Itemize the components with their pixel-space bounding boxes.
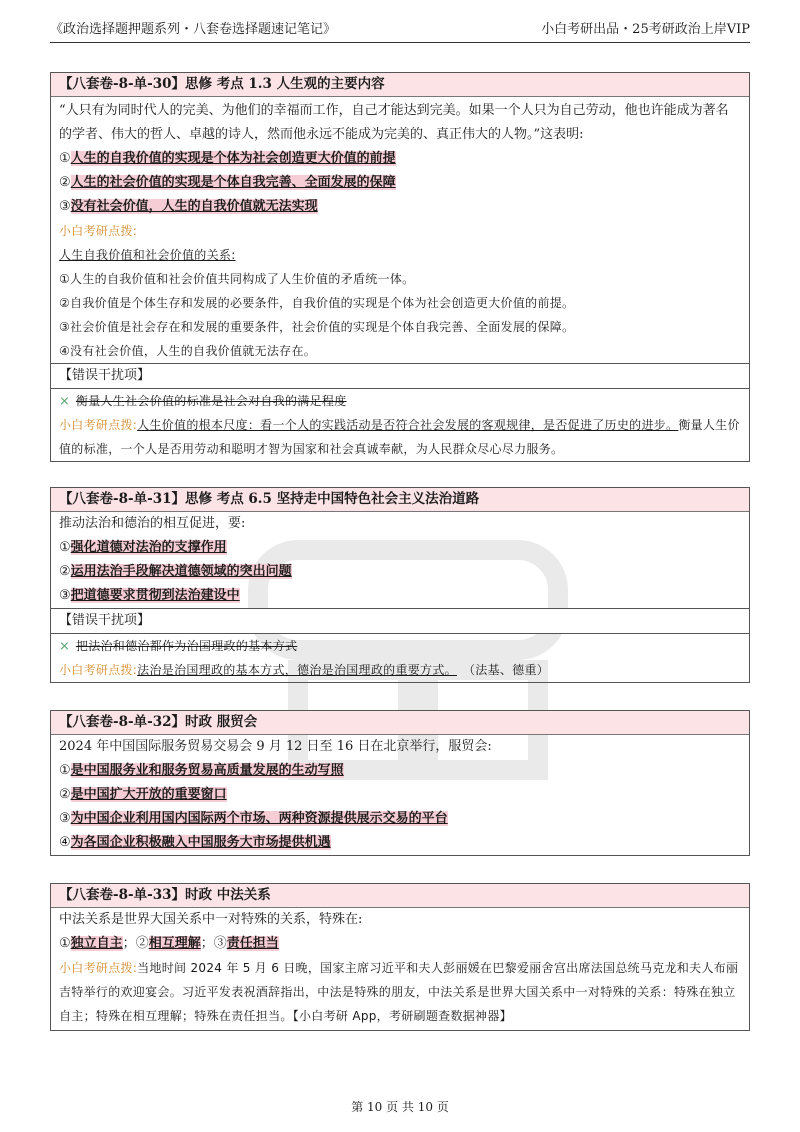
- answer-inline-options: ①独立自主；②相互理解；③责任担当: [59, 936, 279, 951]
- tips-rest: （法基、德重）: [468, 663, 550, 677]
- question-card-33: [50, 883, 750, 1031]
- tips-underlined: 人生价值的根本尺度：看一个人的实践活动是否符合社会发展的客观规律，是否促进了历史的进步。: [137, 418, 679, 432]
- answer-option: ②运用法治手段解决道德领域的突出问题: [59, 564, 292, 579]
- tips-label: 小白考研点拨:: [59, 663, 138, 677]
- note-line: ①人生的自我价值和社会价值共同构成了人生价值的矛盾统一体。: [59, 272, 415, 286]
- error-item: [51, 388, 749, 413]
- question-stem: 推动法治和德治的相互促进，要:: [59, 516, 246, 531]
- answer-option: ④为各国企业积极融入中国服务大市场提供机遇: [59, 835, 331, 850]
- tips-text: 当地时间 2024 年 5 月 6 日晚，国家主席习近平和夫人彭丽媛在巴黎爱丽舍宫出席法国总统马克龙和夫人布丽吉特举行的欢迎宴会。习近平发表祝酒辞指出，中法是特殊的朋友，中法关系是世界大国关系中一对特殊的关系：特殊在独立自主；特殊在相互理解；特殊在责任担当。【小白考研 App，考研刷题查数据神器】: [59, 961, 739, 1023]
- header-left-title: 《政治选择题押题系列・八套卷选择题速记笔记》: [50, 21, 337, 37]
- error-section-heading: 【错误干扰项】: [51, 608, 749, 633]
- answer-option: ③为中国企业利用国内国际两个市场、两种资源提供展示交易的平台: [59, 811, 448, 826]
- cross-icon: ×: [59, 394, 70, 409]
- card-title: 【八套卷-8-单-31】思修 考点 6.5 坚持走中国特色社会主义法治道路: [51, 488, 749, 512]
- answer-text: 没有社会价值，人生的自我价值就无法实现: [70, 199, 318, 214]
- answer-option: ②人生的社会价值的实现是个体自我完善、全面发展的保障: [59, 175, 396, 190]
- answer-text: 人生的社会价值的实现是个体自我完善、全面发展的保障: [70, 175, 396, 190]
- answer-text: 强化道德对法治的支撑作用: [70, 540, 227, 555]
- error-tips: [51, 413, 749, 461]
- answer-text: 是中国扩大开放的重要窗口: [70, 787, 227, 802]
- answer-text: 相互理解: [148, 936, 201, 951]
- answer-option: ②是中国扩大开放的重要窗口: [59, 787, 227, 802]
- answer-text: 是中国服务业和服务贸易高质量发展的生动写照: [70, 763, 344, 778]
- answer-option: ③没有社会价值，人生的自我价值就无法实现: [59, 199, 318, 214]
- question-stem: “人只有为同时代人的完美、为他们的幸福而工作，自己才能达到完美。如果一个人只为自己劳动，他也许能成为著名的学者、伟大的哲人、卓越的诗人，然而他永远不能成为完美的、真正伟大的人物。”这表明:: [59, 103, 729, 142]
- error-tips: [51, 658, 749, 682]
- question-card-32: [50, 710, 750, 856]
- note-line: ④没有社会价值，人生的自我价值就无法存在。: [59, 344, 317, 358]
- answer-option: ①强化道德对法治的支撑作用: [59, 540, 227, 555]
- card-title: 【八套卷-8-单-32】时政 服贸会: [51, 711, 749, 735]
- answer-text: 为各国企业积极融入中国服务大市场提供机遇: [70, 835, 331, 850]
- answer-text: 独立自主: [70, 936, 123, 951]
- tips-rest: 衡量人生价值的标准，一个人是否用劳动和聪明才智为国家和社会真诚奉献，为人民群众尽心尽力服务。: [59, 418, 740, 456]
- error-item-text: 衡量人生社会价值的标准是社会对自我的满足程度: [75, 394, 347, 408]
- answer-text: 运用法治手段解决道德领域的突出问题: [70, 564, 292, 579]
- answer-text: 把道德要求贯彻到法治建设中: [70, 588, 240, 603]
- page-number: 第 10 页 共 10 页: [351, 1100, 449, 1114]
- answer-text: 为中国企业利用国内国际两个市场、两种资源提供展示交易的平台: [70, 811, 448, 826]
- note-line: ②自我价值是个体生存和发展的必要条件，自我价值的实现是个体为社会创造更大价值的前提。: [59, 296, 575, 310]
- tips-underlined: 法治是治国理政的基本方式，德治是治国理政的重要方式。: [137, 663, 457, 677]
- note-line: ③社会价值是社会存在和发展的重要条件，社会价值的实现是个体自我完善、全面发展的保障。: [59, 320, 575, 334]
- card-title: 【八套卷-8-单-30】思修 考点 1.3 人生观的主要内容: [51, 73, 749, 97]
- tips-label: 小白考研点拨:: [59, 961, 138, 975]
- answer-text: 人生的自我价值的实现是个体为社会创造更大价值的前提: [70, 151, 396, 166]
- tips-paragraph: [51, 956, 749, 1030]
- answer-option: ①人生的自我价值的实现是个体为社会创造更大价值的前提: [59, 151, 396, 166]
- page-header: [50, 14, 750, 43]
- tips-label: 小白考研点拨:: [59, 224, 138, 238]
- header-right-brand: 小白考研出品・25考研政治上岸VIP: [541, 21, 750, 37]
- question-card-31: [50, 487, 750, 683]
- answer-option: ①是中国服务业和服务贸易高质量发展的生动写照: [59, 763, 344, 778]
- answer-text: 责任担当: [226, 936, 279, 951]
- note-heading: 人生自我价值和社会价值的关系:: [59, 248, 236, 262]
- question-card-30: [50, 72, 750, 462]
- error-item: [51, 633, 749, 658]
- tips-label: 小白考研点拨:: [59, 418, 138, 432]
- question-stem: 2024 年中国国际服务贸易交易会 9 月 12 日至 16 日在北京举行，服贸会:: [59, 739, 492, 754]
- cross-icon: ×: [59, 639, 70, 654]
- card-title: 【八套卷-8-单-33】时政 中法关系: [51, 884, 749, 908]
- error-section-heading: 【错误干扰项】: [51, 363, 749, 388]
- error-item-text: 把法治和德治都作为治国理政的基本方式: [75, 639, 298, 653]
- answer-option: ③把道德要求贯彻到法治建设中: [59, 588, 240, 603]
- question-stem: 中法关系是世界大国关系中一对特殊的关系，特殊在:: [59, 912, 363, 927]
